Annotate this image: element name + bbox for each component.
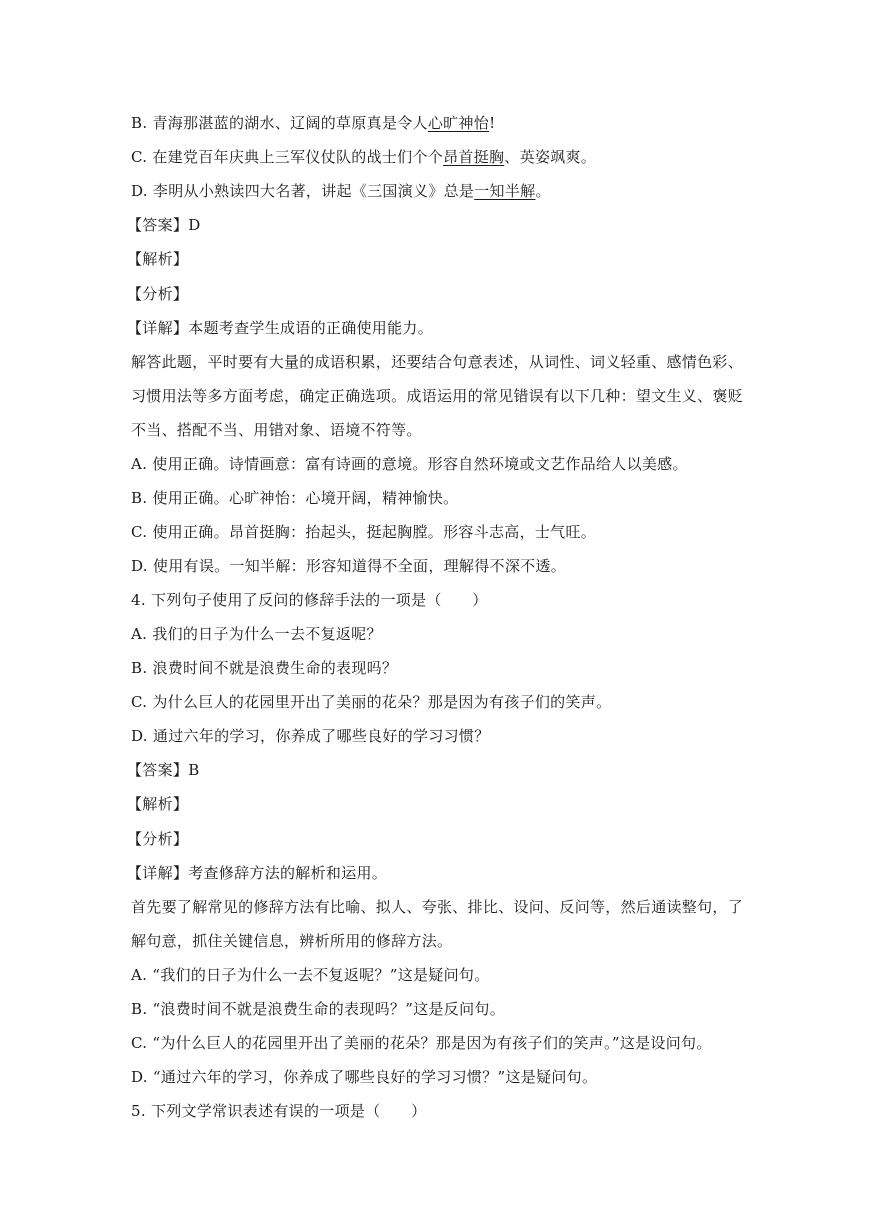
analysis-label: 【解析】 [127,250,189,268]
option-text: C. 在建党百年庆典上三军仪仗队的战士们个个 [131,148,444,166]
question-4-option-d: D. 通过六年的学习，你养成了哪些良好的学习习惯？ [131,727,490,745]
explanation-item-c: C. “为什么巨人的花园里开出了美丽的花朵？那是因为有孩子们的笑声。”这是设问句。 [131,1034,712,1052]
explanation-item-d: D. 使用有误。一知半解：形容知道得不全面，理解得不深不透。 [131,557,567,575]
question-4-option-b: B. 浪费时间不就是浪费生命的表现吗？ [131,659,398,677]
explanation-paragraph-line: 首先要了解常见的修辞方法有比喻、拟人、夸张、排比、设问、反问等，然后通读整句，了 [131,898,744,916]
explanation-paragraph-line: 习惯用法等多方面考虑，确定正确选项。成语运用的常见错误有以下几种：望文生义、褒贬 [131,387,744,405]
underlined-idiom: 昂首挺胸 [443,148,505,166]
option-text-end: 。 [535,182,551,200]
breakdown-label: 【分析】 [127,285,189,303]
analysis-label: 【解析】 [127,795,189,813]
option-text: D. 李明从小熟读四大名著，讲起《三国演义》总是 [131,182,475,200]
breakdown-label: 【分析】 [127,830,189,848]
explanation-item-a: A. “我们的日子为什么一去不复返呢？”这是疑问句。 [131,966,490,984]
explanation-item-a: A. 使用正确。诗情画意：富有诗画的意境。形容自然环境或文艺作品给人以美感。 [131,455,688,473]
option-text: B. 青海那湛蓝的湖水、辽阔的草原真是令人 [131,114,428,132]
question-5-title: 5. 下列文学常识表述有误的一项是（ ） [131,1102,427,1120]
option-d-line [131,181,751,201]
explanation-paragraph-line: 解句意，抓住关键信息，辨析所用的修辞方法。 [131,932,453,950]
explanation-paragraph-line: 解答此题，平时要有大量的成语积累，还要结合句意表述，从词性、词义轻重、感情色彩、 [131,353,744,371]
option-text-end: ! [489,114,496,132]
underlined-idiom: 心旷神怡 [427,114,490,132]
detail-label: 【详解】本题考查学生成语的正确使用能力。 [127,319,434,337]
answer-label: 【答案】B [127,761,200,779]
underlined-idiom: 一知半解 [474,182,536,200]
explanation-paragraph-line: 不当、搭配不当、用错对象、语境不符等。 [131,421,422,439]
explanation-item-b: B. 使用正确。心旷神怡：心境开阔，精神愉快。 [131,489,459,507]
question-4-option-a: A. 我们的日子为什么一去不复返呢？ [131,625,382,643]
question-4-option-c: C. 为什么巨人的花园里开出了美丽的花朵？那是因为有孩子们的笑声。 [131,693,612,711]
option-b-line [131,113,751,133]
option-text-end: 、英姿飒爽。 [504,148,597,166]
explanation-item-d: D. “通过六年的学习，你养成了哪些良好的学习习惯？”这是疑问句。 [131,1068,598,1086]
question-4-title: 4. 下列句子使用了反问的修辞手法的一项是（ ） [131,591,488,609]
explanation-item-c: C. 使用正确。昂首挺胸：抬起头，挺起胸膛。形容斗志高，士气旺。 [131,523,597,541]
option-c-line [131,147,751,167]
answer-label: 【答案】D [127,216,201,234]
explanation-item-b: B. “浪费时间不就是浪费生命的表现吗？”这是反问句。 [131,1000,505,1018]
detail-label: 【详解】考查修辞方法的解析和运用。 [127,864,388,882]
